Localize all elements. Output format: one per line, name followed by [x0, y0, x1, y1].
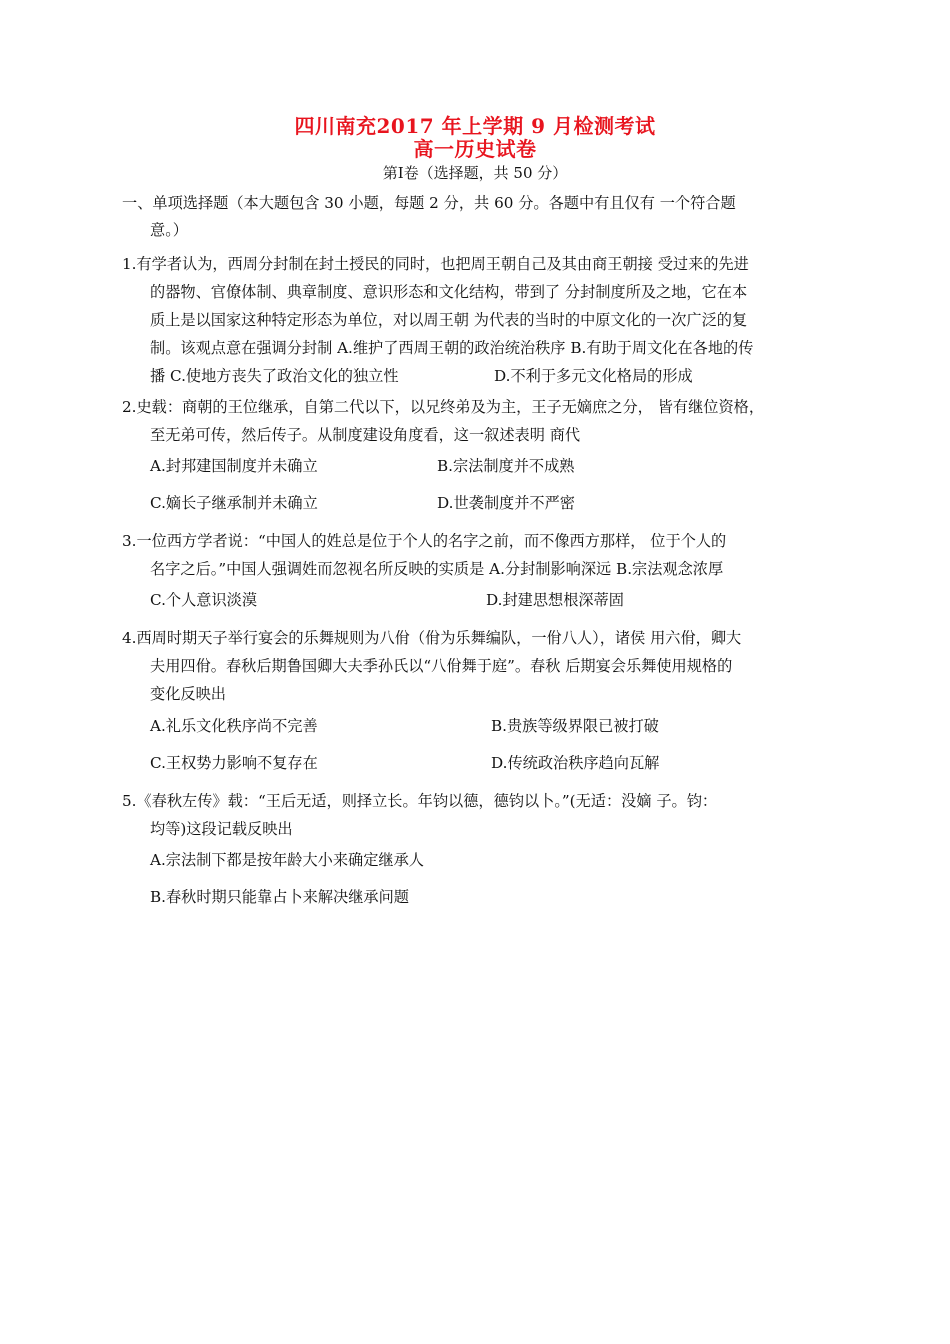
question-4-stem: 4.西周时期天子举行宴会的乐舞规则为八佾（佾为乐舞编队，一佾八人），诸侯 用六佾，卿大	[122, 629, 742, 647]
exam-subject-title: 高一历史试卷	[413, 137, 537, 161]
question-2-stem: 2.史载：商朝的王位继承，自第二代以下，以兄终弟及为主，王子无嫡庶之分， 皆有继位资格，	[122, 398, 765, 416]
question-4-option-c: C.王权势力影响不复存在	[150, 754, 318, 772]
question-3-option-c: C.个人意识淡漠	[150, 591, 258, 609]
section-instruction-cont: 意。）	[150, 221, 188, 239]
question-4-option-b: B.贵族等级界限已被打破	[491, 717, 659, 735]
question-1-stem: 质上是以国家这种特定形态为单位，对以周王朝 为代表的当时的中原文化的一次广泛的复	[150, 311, 748, 329]
section-instruction: 一、单项选择题（本大题包含 30 小题，每题 2 分，共 60 分。各题中有且仅有 一个符合题	[122, 194, 736, 212]
question-3-stem: 名字之后。”中国人强调姓而忽视名所反映的实质是 A.分封制影响深远 B.宗法观念浓厚	[150, 560, 724, 578]
question-5-stem: 均等)这段记载反映出	[150, 820, 293, 838]
question-4-option-a: A.礼乐文化秩序尚不完善	[150, 717, 318, 735]
question-5-option-b: B.春秋时期只能靠占卜来解决继承问题	[150, 888, 409, 906]
question-5-stem: 5.《春秋左传》载：“王后无适，则择立长。年钧以德，德钧以卜。”(无适：没嫡 子。钧：	[122, 792, 718, 810]
question-2-option-d: D.世袭制度并不严密	[437, 494, 575, 512]
exam-title: 四川南充2017 年上学期 9 月检测考试	[294, 114, 656, 138]
question-1-stem: 制。该观点意在强调分封制 A.维护了西周王朝的政治统治秩序 B.有助于周文化在各地的传	[150, 339, 754, 357]
question-2-option-a: A.封邦建国制度并未确立	[150, 457, 318, 475]
question-5-option-a: A.宗法制下都是按年龄大小来确定继承人	[150, 851, 424, 869]
question-2-option-b: B.宗法制度并不成熟	[437, 457, 575, 475]
question-1-stem: 1.有学者认为，西周分封制在封土授民的同时，也把周王朝自己及其由商王朝接 受过来的先进	[122, 255, 749, 273]
question-1-option-d: D.不利于多元文化格局的形成	[494, 367, 693, 385]
question-4-stem: 变化反映出	[150, 685, 226, 703]
question-4-stem: 夫用四佾。春秋后期鲁国卿大夫季孙氏以“八佾舞于庭”。春秋 后期宴会乐舞使用规格的	[150, 657, 733, 675]
question-4-option-d: D.传统政治秩序趋向瓦解	[491, 754, 660, 772]
question-2-option-c: C.嫡长子继承制并未确立	[150, 494, 318, 512]
question-1-stem: 的器物、官僚体制、典章制度、意识形态和文化结构，带到了 分封制度所及之地，它在本	[150, 283, 748, 301]
question-2-stem: 至无弟可传，然后传子。从制度建设角度看，这一叙述表明 商代	[150, 426, 581, 444]
question-3-stem: 3.一位西方学者说：“中国人的姓总是位于个人的名字之前，而不像西方那样， 位于个人的	[122, 532, 727, 550]
question-3-option-d: D.封建思想根深蒂固	[486, 591, 624, 609]
question-1-option-c: 播 C.使地方丧失了政治文化的独立性	[150, 367, 399, 385]
part-heading: 第Ⅰ卷（选择题，共 50 分）	[382, 164, 568, 182]
